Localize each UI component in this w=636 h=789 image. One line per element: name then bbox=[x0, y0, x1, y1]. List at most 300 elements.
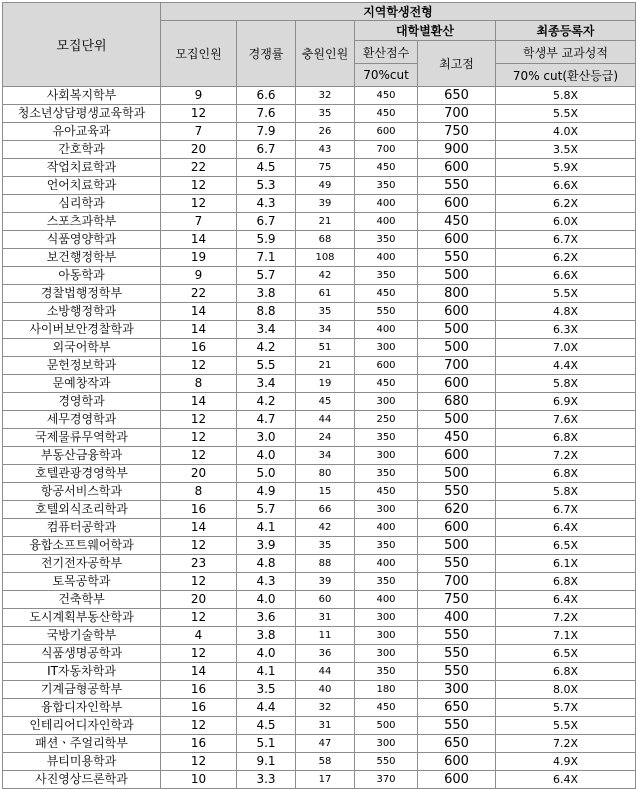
header-max-score: 최고점 bbox=[418, 41, 496, 87]
unit-name-cell: 사진영상드론학과 bbox=[3, 771, 161, 789]
grade-cut-cell: 5.5X bbox=[496, 285, 636, 303]
unit-name-cell: 세무경영학과 bbox=[3, 411, 161, 429]
cut70-cell: 450 bbox=[355, 285, 418, 303]
competition-cell: 4.0 bbox=[237, 645, 296, 663]
unit-name-cell: 경영학과 bbox=[3, 393, 161, 411]
table-row bbox=[3, 483, 636, 501]
table-row bbox=[3, 213, 636, 231]
table-row bbox=[3, 249, 636, 267]
competition-cell: 5.5 bbox=[237, 357, 296, 375]
max-score-cell: 450 bbox=[418, 429, 496, 447]
grade-cut-cell: 6.9X bbox=[496, 393, 636, 411]
competition-cell: 8.8 bbox=[237, 303, 296, 321]
unit-name-cell: 융합소프트웨어학과 bbox=[3, 537, 161, 555]
grade-cut-cell: 6.8X bbox=[496, 429, 636, 447]
additional-cell: 35 bbox=[296, 537, 355, 555]
grade-cut-cell: 6.8X bbox=[496, 573, 636, 591]
table-row bbox=[3, 501, 636, 519]
cut70-cell: 400 bbox=[355, 195, 418, 213]
cut70-cell: 180 bbox=[355, 681, 418, 699]
additional-cell: 49 bbox=[296, 177, 355, 195]
table-row bbox=[3, 411, 636, 429]
quota-cell: 12 bbox=[161, 195, 237, 213]
competition-cell: 3.3 bbox=[237, 771, 296, 789]
competition-cell: 4.9 bbox=[237, 483, 296, 501]
table-row bbox=[3, 357, 636, 375]
competition-cell: 4.3 bbox=[237, 573, 296, 591]
additional-cell: 80 bbox=[296, 465, 355, 483]
grade-cut-cell: 6.3X bbox=[496, 321, 636, 339]
header-cut70: 70%cut bbox=[355, 64, 418, 87]
unit-name-cell: 호텔외식조리학과 bbox=[3, 501, 161, 519]
header-unit: 모집단위 bbox=[3, 3, 161, 87]
grade-cut-cell: 7.2X bbox=[496, 609, 636, 627]
unit-name-cell: 식품영양학과 bbox=[3, 231, 161, 249]
table-row bbox=[3, 285, 636, 303]
quota-cell: 22 bbox=[161, 159, 237, 177]
unit-name-cell: 부동산금융학과 bbox=[3, 447, 161, 465]
quota-cell: 12 bbox=[161, 645, 237, 663]
additional-cell: 21 bbox=[296, 357, 355, 375]
unit-name-cell: 항공서비스학과 bbox=[3, 483, 161, 501]
table-row bbox=[3, 123, 636, 141]
grade-cut-cell: 7.6X bbox=[496, 411, 636, 429]
header-conversion-score: 환산점수 bbox=[355, 41, 418, 64]
competition-cell: 3.5 bbox=[237, 681, 296, 699]
cut70-cell: 450 bbox=[355, 699, 418, 717]
max-score-cell: 900 bbox=[418, 141, 496, 159]
additional-cell: 17 bbox=[296, 771, 355, 789]
grade-cut-cell: 6.8X bbox=[496, 465, 636, 483]
table-row bbox=[3, 303, 636, 321]
cut70-cell: 450 bbox=[355, 483, 418, 501]
grade-cut-cell: 4.0X bbox=[496, 123, 636, 141]
unit-name-cell: 호텔관광경영학부 bbox=[3, 465, 161, 483]
table-row bbox=[3, 393, 636, 411]
table-row bbox=[3, 537, 636, 555]
competition-cell: 4.4 bbox=[237, 699, 296, 717]
cut70-cell: 250 bbox=[355, 411, 418, 429]
unit-name-cell: 유아교육과 bbox=[3, 123, 161, 141]
grade-cut-cell: 5.8X bbox=[496, 483, 636, 501]
quota-cell: 16 bbox=[161, 699, 237, 717]
unit-name-cell: 스포츠과학부 bbox=[3, 213, 161, 231]
additional-cell: 108 bbox=[296, 249, 355, 267]
max-score-cell: 680 bbox=[418, 393, 496, 411]
max-score-cell: 750 bbox=[418, 591, 496, 609]
additional-cell: 66 bbox=[296, 501, 355, 519]
unit-name-cell: 융합디자인학부 bbox=[3, 699, 161, 717]
max-score-cell: 500 bbox=[418, 465, 496, 483]
table-row bbox=[3, 591, 636, 609]
quota-cell: 16 bbox=[161, 501, 237, 519]
additional-cell: 32 bbox=[296, 87, 355, 105]
header-track: 지역학생전형 bbox=[161, 3, 636, 21]
grade-cut-cell: 7.0X bbox=[496, 339, 636, 357]
table-row bbox=[3, 555, 636, 573]
cut70-cell: 450 bbox=[355, 87, 418, 105]
table-row bbox=[3, 465, 636, 483]
cut70-cell: 300 bbox=[355, 393, 418, 411]
competition-cell: 3.8 bbox=[237, 285, 296, 303]
max-score-cell: 550 bbox=[418, 483, 496, 501]
competition-cell: 3.4 bbox=[237, 321, 296, 339]
quota-cell: 12 bbox=[161, 537, 237, 555]
competition-cell: 3.0 bbox=[237, 429, 296, 447]
max-score-cell: 700 bbox=[418, 105, 496, 123]
quota-cell: 10 bbox=[161, 771, 237, 789]
header-transcript: 학생부 교과성적 bbox=[496, 41, 636, 64]
table-row bbox=[3, 753, 636, 771]
grade-cut-cell: 5.9X bbox=[496, 159, 636, 177]
cut70-cell: 400 bbox=[355, 519, 418, 537]
competition-cell: 5.7 bbox=[237, 267, 296, 285]
additional-cell: 58 bbox=[296, 753, 355, 771]
cut70-cell: 300 bbox=[355, 501, 418, 519]
table-row bbox=[3, 177, 636, 195]
quota-cell: 7 bbox=[161, 123, 237, 141]
competition-cell: 4.5 bbox=[237, 717, 296, 735]
quota-cell: 22 bbox=[161, 285, 237, 303]
quota-cell: 4 bbox=[161, 627, 237, 645]
quota-cell: 12 bbox=[161, 573, 237, 591]
unit-name-cell: 식품생명공학과 bbox=[3, 645, 161, 663]
additional-cell: 88 bbox=[296, 555, 355, 573]
max-score-cell: 600 bbox=[418, 195, 496, 213]
additional-cell: 35 bbox=[296, 303, 355, 321]
cut70-cell: 450 bbox=[355, 159, 418, 177]
competition-cell: 3.8 bbox=[237, 627, 296, 645]
additional-cell: 24 bbox=[296, 429, 355, 447]
additional-cell: 47 bbox=[296, 735, 355, 753]
unit-name-cell: 전기전자공학부 bbox=[3, 555, 161, 573]
quota-cell: 12 bbox=[161, 447, 237, 465]
grade-cut-cell: 6.7X bbox=[496, 501, 636, 519]
grade-cut-cell: 6.4X bbox=[496, 591, 636, 609]
max-score-cell: 650 bbox=[418, 735, 496, 753]
competition-cell: 5.1 bbox=[237, 735, 296, 753]
competition-cell: 5.3 bbox=[237, 177, 296, 195]
cut70-cell: 400 bbox=[355, 321, 418, 339]
cut70-cell: 450 bbox=[355, 105, 418, 123]
max-score-cell: 400 bbox=[418, 609, 496, 627]
table-row bbox=[3, 573, 636, 591]
cut70-cell: 400 bbox=[355, 249, 418, 267]
cut70-cell: 350 bbox=[355, 663, 418, 681]
table-row bbox=[3, 105, 636, 123]
additional-cell: 39 bbox=[296, 195, 355, 213]
grade-cut-cell: 6.6X bbox=[496, 177, 636, 195]
quota-cell: 12 bbox=[161, 357, 237, 375]
quota-cell: 20 bbox=[161, 591, 237, 609]
header-quota: 모집인원 bbox=[161, 21, 237, 87]
additional-cell: 44 bbox=[296, 663, 355, 681]
competition-cell: 4.0 bbox=[237, 591, 296, 609]
table-row bbox=[3, 159, 636, 177]
quota-cell: 16 bbox=[161, 681, 237, 699]
grade-cut-cell: 6.0X bbox=[496, 213, 636, 231]
unit-name-cell: 언어치료학과 bbox=[3, 177, 161, 195]
cut70-cell: 300 bbox=[355, 339, 418, 357]
table-row bbox=[3, 339, 636, 357]
max-score-cell: 800 bbox=[418, 285, 496, 303]
additional-cell: 31 bbox=[296, 717, 355, 735]
header-final-group: 최종등록자 bbox=[496, 21, 636, 41]
unit-name-cell: 사회복지학부 bbox=[3, 87, 161, 105]
additional-cell: 11 bbox=[296, 627, 355, 645]
competition-cell: 4.1 bbox=[237, 519, 296, 537]
competition-cell: 5.7 bbox=[237, 501, 296, 519]
grade-cut-cell: 6.2X bbox=[496, 195, 636, 213]
unit-name-cell: 국방기술학부 bbox=[3, 627, 161, 645]
max-score-cell: 550 bbox=[418, 627, 496, 645]
cut70-cell: 350 bbox=[355, 465, 418, 483]
competition-cell: 5.9 bbox=[237, 231, 296, 249]
max-score-cell: 450 bbox=[418, 213, 496, 231]
competition-cell: 3.4 bbox=[237, 375, 296, 393]
cut70-cell: 350 bbox=[355, 537, 418, 555]
cut70-cell: 600 bbox=[355, 357, 418, 375]
cut70-cell: 350 bbox=[355, 573, 418, 591]
competition-cell: 4.2 bbox=[237, 393, 296, 411]
max-score-cell: 600 bbox=[418, 303, 496, 321]
quota-cell: 23 bbox=[161, 555, 237, 573]
additional-cell: 43 bbox=[296, 141, 355, 159]
competition-cell: 4.8 bbox=[237, 555, 296, 573]
max-score-cell: 700 bbox=[418, 357, 496, 375]
table-row bbox=[3, 645, 636, 663]
additional-cell: 68 bbox=[296, 231, 355, 249]
additional-cell: 40 bbox=[296, 681, 355, 699]
competition-cell: 4.0 bbox=[237, 447, 296, 465]
max-score-cell: 500 bbox=[418, 267, 496, 285]
cut70-cell: 600 bbox=[355, 123, 418, 141]
max-score-cell: 500 bbox=[418, 339, 496, 357]
quota-cell: 14 bbox=[161, 519, 237, 537]
quota-cell: 16 bbox=[161, 339, 237, 357]
cut70-cell: 400 bbox=[355, 555, 418, 573]
additional-cell: 51 bbox=[296, 339, 355, 357]
quota-cell: 9 bbox=[161, 267, 237, 285]
max-score-cell: 550 bbox=[418, 663, 496, 681]
competition-cell: 4.5 bbox=[237, 159, 296, 177]
unit-name-cell: 외국어학부 bbox=[3, 339, 161, 357]
cut70-cell: 300 bbox=[355, 627, 418, 645]
additional-cell: 42 bbox=[296, 267, 355, 285]
competition-cell: 6.6 bbox=[237, 87, 296, 105]
unit-name-cell: 패션ㆍ주얼리학부 bbox=[3, 735, 161, 753]
grade-cut-cell: 5.7X bbox=[496, 699, 636, 717]
additional-cell: 26 bbox=[296, 123, 355, 141]
header-competition: 경쟁률 bbox=[237, 21, 296, 87]
grade-cut-cell: 4.4X bbox=[496, 357, 636, 375]
cut70-cell: 370 bbox=[355, 771, 418, 789]
quota-cell: 19 bbox=[161, 249, 237, 267]
unit-name-cell: 경찰법행정학부 bbox=[3, 285, 161, 303]
max-score-cell: 600 bbox=[418, 771, 496, 789]
additional-cell: 75 bbox=[296, 159, 355, 177]
competition-cell: 5.0 bbox=[237, 465, 296, 483]
additional-cell: 35 bbox=[296, 105, 355, 123]
table-header bbox=[3, 3, 636, 87]
competition-cell: 4.2 bbox=[237, 339, 296, 357]
competition-cell: 6.7 bbox=[237, 141, 296, 159]
max-score-cell: 600 bbox=[418, 447, 496, 465]
max-score-cell: 650 bbox=[418, 699, 496, 717]
header-additional: 충원인원 bbox=[296, 21, 355, 87]
competition-cell: 6.7 bbox=[237, 213, 296, 231]
unit-name-cell: 국제물류무역학과 bbox=[3, 429, 161, 447]
additional-cell: 15 bbox=[296, 483, 355, 501]
quota-cell: 12 bbox=[161, 753, 237, 771]
table-row bbox=[3, 231, 636, 249]
grade-cut-cell: 5.8X bbox=[496, 87, 636, 105]
grade-cut-cell: 3.5X bbox=[496, 141, 636, 159]
unit-name-cell: 문헌정보학과 bbox=[3, 357, 161, 375]
cut70-cell: 450 bbox=[355, 375, 418, 393]
additional-cell: 32 bbox=[296, 699, 355, 717]
competition-cell: 3.9 bbox=[237, 537, 296, 555]
unit-name-cell: 보건행정학부 bbox=[3, 249, 161, 267]
grade-cut-cell: 7.2X bbox=[496, 735, 636, 753]
quota-cell: 12 bbox=[161, 717, 237, 735]
quota-cell: 12 bbox=[161, 411, 237, 429]
unit-name-cell: 심리학과 bbox=[3, 195, 161, 213]
unit-name-cell: 토목공학과 bbox=[3, 573, 161, 591]
quota-cell: 14 bbox=[161, 393, 237, 411]
unit-name-cell: 소방행정학과 bbox=[3, 303, 161, 321]
grade-cut-cell: 6.5X bbox=[496, 537, 636, 555]
table-body bbox=[3, 87, 636, 789]
max-score-cell: 550 bbox=[418, 645, 496, 663]
max-score-cell: 550 bbox=[418, 555, 496, 573]
quota-cell: 12 bbox=[161, 429, 237, 447]
cut70-cell: 350 bbox=[355, 429, 418, 447]
competition-cell: 7.9 bbox=[237, 123, 296, 141]
cut70-cell: 300 bbox=[355, 609, 418, 627]
unit-name-cell: 건축학부 bbox=[3, 591, 161, 609]
cut70-cell: 550 bbox=[355, 303, 418, 321]
grade-cut-cell: 6.7X bbox=[496, 231, 636, 249]
cut70-cell: 700 bbox=[355, 141, 418, 159]
competition-cell: 4.3 bbox=[237, 195, 296, 213]
quota-cell: 14 bbox=[161, 303, 237, 321]
unit-name-cell: 컴퓨터공학과 bbox=[3, 519, 161, 537]
grade-cut-cell: 4.9X bbox=[496, 753, 636, 771]
additional-cell: 61 bbox=[296, 285, 355, 303]
competition-cell: 3.6 bbox=[237, 609, 296, 627]
additional-cell: 21 bbox=[296, 213, 355, 231]
table-row bbox=[3, 321, 636, 339]
unit-name-cell: 뷰티미용학과 bbox=[3, 753, 161, 771]
additional-cell: 45 bbox=[296, 393, 355, 411]
max-score-cell: 600 bbox=[418, 375, 496, 393]
quota-cell: 14 bbox=[161, 663, 237, 681]
quota-cell: 8 bbox=[161, 483, 237, 501]
quota-cell: 16 bbox=[161, 735, 237, 753]
unit-name-cell: 아동학과 bbox=[3, 267, 161, 285]
additional-cell: 34 bbox=[296, 447, 355, 465]
competition-cell: 4.1 bbox=[237, 663, 296, 681]
max-score-cell: 600 bbox=[418, 753, 496, 771]
competition-cell: 9.1 bbox=[237, 753, 296, 771]
quota-cell: 14 bbox=[161, 321, 237, 339]
unit-name-cell: 청소년상담평생교육학과 bbox=[3, 105, 161, 123]
grade-cut-cell: 5.8X bbox=[496, 375, 636, 393]
grade-cut-cell: 5.5X bbox=[496, 717, 636, 735]
cut70-cell: 350 bbox=[355, 231, 418, 249]
table-row bbox=[3, 429, 636, 447]
cut70-cell: 300 bbox=[355, 447, 418, 465]
table-row bbox=[3, 195, 636, 213]
table-row bbox=[3, 609, 636, 627]
unit-name-cell: 기계금형공학부 bbox=[3, 681, 161, 699]
max-score-cell: 620 bbox=[418, 501, 496, 519]
additional-cell: 34 bbox=[296, 321, 355, 339]
quota-cell: 12 bbox=[161, 105, 237, 123]
competition-cell: 7.1 bbox=[237, 249, 296, 267]
grade-cut-cell: 8.0X bbox=[496, 681, 636, 699]
cut70-cell: 300 bbox=[355, 735, 418, 753]
max-score-cell: 550 bbox=[418, 249, 496, 267]
grade-cut-cell: 6.1X bbox=[496, 555, 636, 573]
max-score-cell: 700 bbox=[418, 573, 496, 591]
max-score-cell: 600 bbox=[418, 519, 496, 537]
cut70-cell: 400 bbox=[355, 213, 418, 231]
unit-name-cell: 간호학과 bbox=[3, 141, 161, 159]
table-row bbox=[3, 627, 636, 645]
table-row bbox=[3, 717, 636, 735]
table-row bbox=[3, 267, 636, 285]
cut70-cell: 350 bbox=[355, 267, 418, 285]
additional-cell: 42 bbox=[296, 519, 355, 537]
quota-cell: 12 bbox=[161, 609, 237, 627]
unit-name-cell: 도시계획부동산학과 bbox=[3, 609, 161, 627]
max-score-cell: 650 bbox=[418, 87, 496, 105]
grade-cut-cell: 6.2X bbox=[496, 249, 636, 267]
quota-cell: 14 bbox=[161, 231, 237, 249]
max-score-cell: 500 bbox=[418, 411, 496, 429]
competition-cell: 4.7 bbox=[237, 411, 296, 429]
table-row bbox=[3, 87, 636, 105]
grade-cut-cell: 5.5X bbox=[496, 105, 636, 123]
grade-cut-cell: 7.2X bbox=[496, 447, 636, 465]
additional-cell: 44 bbox=[296, 411, 355, 429]
cut70-cell: 550 bbox=[355, 753, 418, 771]
cut70-cell: 300 bbox=[355, 645, 418, 663]
max-score-cell: 600 bbox=[418, 231, 496, 249]
table-row bbox=[3, 375, 636, 393]
table-row bbox=[3, 681, 636, 699]
table-row bbox=[3, 699, 636, 717]
unit-name-cell: 작업치료학과 bbox=[3, 159, 161, 177]
grade-cut-cell: 6.4X bbox=[496, 771, 636, 789]
grade-cut-cell: 6.5X bbox=[496, 645, 636, 663]
header-grade-cut: 70% cut(환산등급) bbox=[496, 64, 636, 87]
quota-cell: 8 bbox=[161, 375, 237, 393]
additional-cell: 31 bbox=[296, 609, 355, 627]
additional-cell: 19 bbox=[296, 375, 355, 393]
max-score-cell: 550 bbox=[418, 177, 496, 195]
unit-name-cell: IT자동차학과 bbox=[3, 663, 161, 681]
quota-cell: 9 bbox=[161, 87, 237, 105]
additional-cell: 39 bbox=[296, 573, 355, 591]
table-row bbox=[3, 519, 636, 537]
admission-table bbox=[2, 2, 636, 789]
table-row bbox=[3, 141, 636, 159]
additional-cell: 60 bbox=[296, 591, 355, 609]
max-score-cell: 600 bbox=[418, 159, 496, 177]
